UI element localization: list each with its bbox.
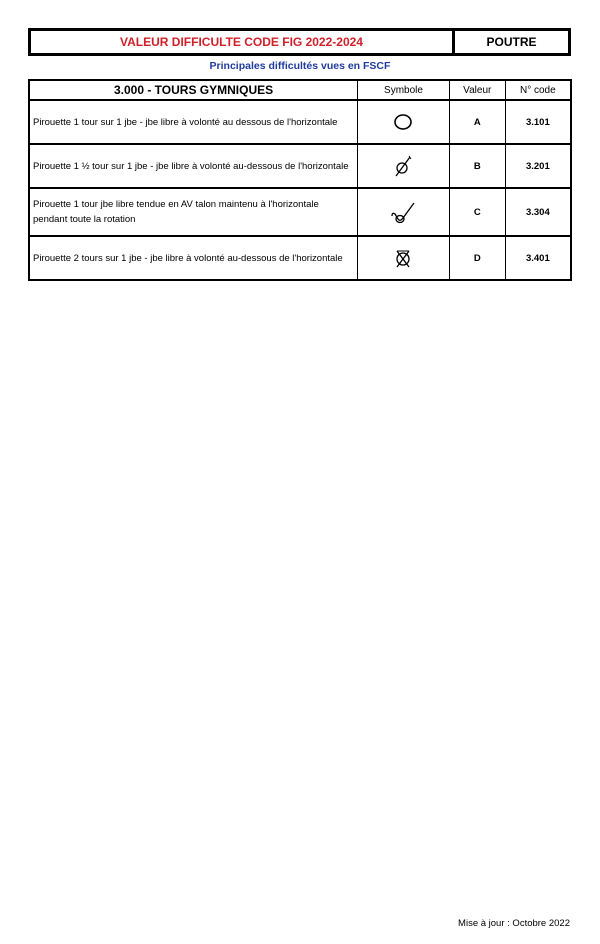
row-code: 3.201 (505, 144, 571, 188)
table-header-row (29, 80, 571, 100)
row-value: C (449, 188, 505, 236)
apparatus-label: POUTRE (486, 35, 537, 49)
row-symbol (358, 144, 450, 188)
row-code: 3.401 (505, 236, 571, 280)
row-code: 3.304 (505, 188, 571, 236)
update-date: Mise à jour : Octobre 2022 (458, 918, 570, 929)
row-code: 3.101 (505, 100, 571, 144)
column-header-symbol: Symbole (358, 80, 450, 100)
row-description: Pirouette 1 tour jbe libre tendue en AV talon maintenu à l'horizontale pendant toute la rotation (29, 188, 358, 236)
row-symbol (358, 100, 450, 144)
row-description: Pirouette 1 ½ tour sur 1 jbe - jbe libre à volonté au-dessous de l'horizontale (29, 144, 358, 188)
section-title: 3.000 - TOURS GYMNIQUES (29, 80, 358, 100)
circle-slash-icon (391, 154, 415, 178)
row-value: D (449, 236, 505, 280)
document-header (28, 28, 571, 56)
subtitle: Principales difficultés vues en FSCF (209, 60, 391, 72)
row-symbol (358, 188, 450, 236)
row-value: A (449, 100, 505, 144)
table-row (29, 100, 571, 144)
column-header-code: N° code (505, 80, 571, 100)
header-title: VALEUR DIFFICULTE CODE FIG 2022-2024 (31, 31, 455, 53)
row-symbol (358, 236, 450, 280)
table-row (29, 144, 571, 188)
difficulty-table (28, 79, 572, 281)
table-row (29, 188, 571, 236)
table-row (29, 236, 571, 280)
row-description: Pirouette 2 tours sur 1 jbe - jbe libre à volonté au-dessous de l'horizontale (29, 236, 358, 280)
row-value: B (449, 144, 505, 188)
row-description: Pirouette 1 tour sur 1 jbe - jbe libre à volonté au dessous de l'horizontale (29, 100, 358, 144)
circle-icon (391, 112, 415, 132)
column-header-value: Valeur (449, 80, 505, 100)
loop-diagonal-icon (388, 198, 418, 226)
circle-cross-icon (391, 246, 415, 270)
